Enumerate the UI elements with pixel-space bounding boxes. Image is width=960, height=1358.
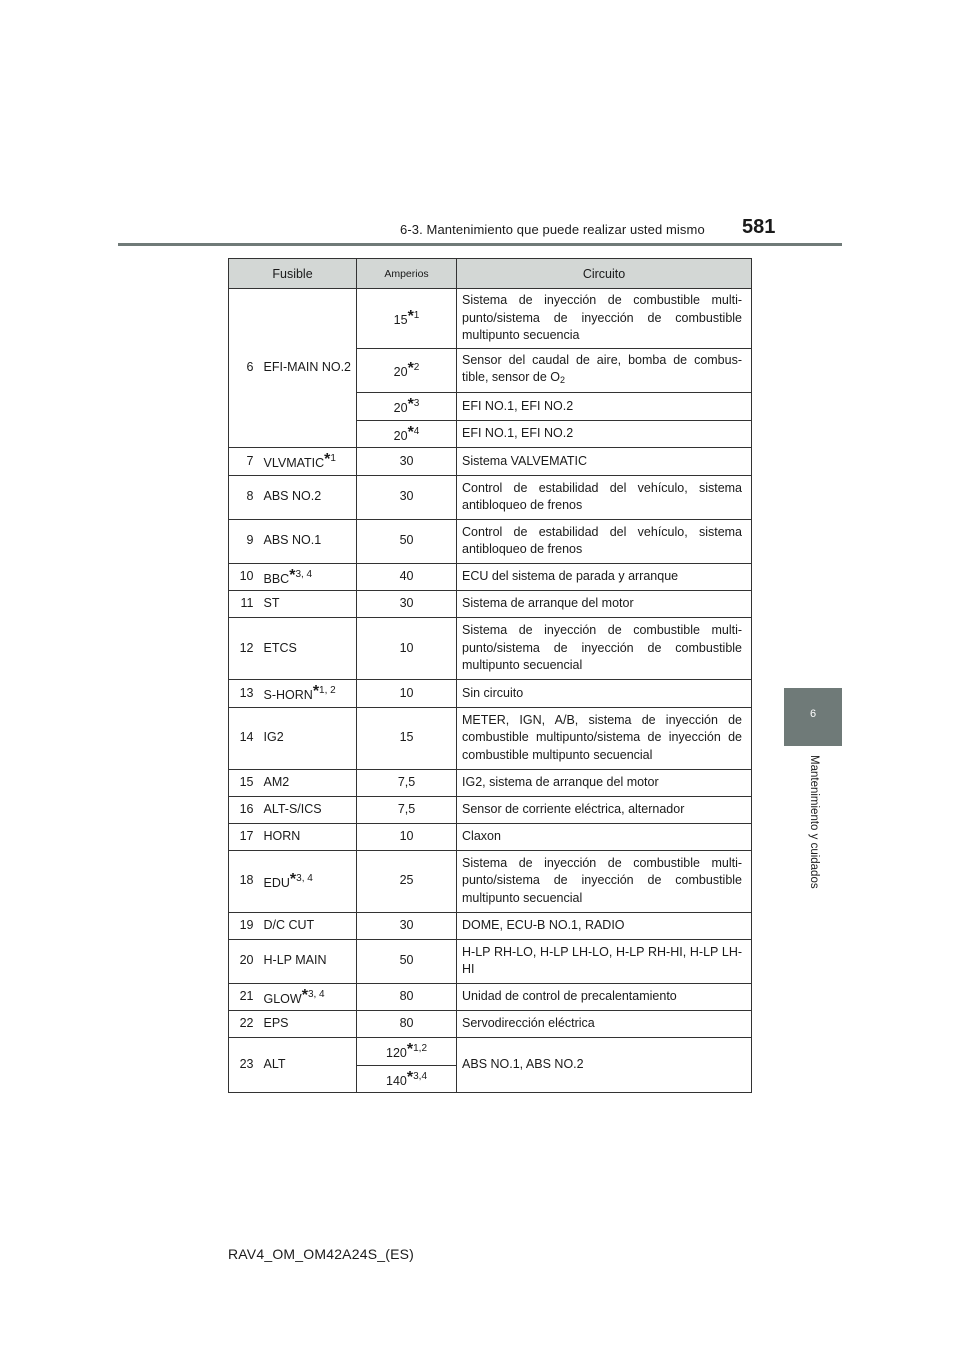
fuse-amps: 50	[357, 519, 457, 563]
footnote-ref: 3	[413, 398, 420, 409]
table-row	[229, 912, 752, 939]
subscript: 2	[559, 375, 565, 385]
footnote-ref: 3, 4	[295, 568, 313, 580]
fuse-circuit: Sistema de arranque del motor	[457, 591, 752, 618]
fuse-circuit: Sistema de inyección de combustible multi-punto/sistema de inyección de combustible multipunto secuencial	[457, 850, 752, 912]
fuse-amps: 50	[357, 939, 457, 983]
fuse-circuit: Claxon	[457, 823, 752, 850]
fuse-name: ABS NO.2	[261, 475, 357, 519]
footnote-star: *	[407, 396, 414, 413]
footnote-ref: 3,4	[413, 1070, 428, 1082]
footnote-ref: 1, 2	[319, 685, 336, 696]
footnote-star: *	[406, 1068, 414, 1086]
fuse-name: AM2	[261, 769, 357, 796]
fuse-number: 17	[229, 823, 261, 850]
fuse-amps: 20*$^2$	[357, 349, 457, 393]
section-header: 6-3. Mantenimiento que puede realizar usted mismo	[400, 222, 705, 237]
fuse-amps: 80	[357, 983, 457, 1011]
footnote-ref: 3, 4	[307, 988, 325, 1000]
fuse-number: 11	[229, 591, 261, 618]
table-row	[229, 850, 752, 912]
footnote-ref: 3, 4	[296, 872, 313, 884]
fuse-name: H-LP MAIN	[261, 939, 357, 983]
fuse-amps: 30	[357, 475, 457, 519]
table-row	[229, 796, 752, 823]
fuse-amps: 25	[357, 850, 457, 912]
footnote-ref: 1	[413, 310, 420, 322]
fuse-circuit: ECU del sistema de parada y arranque	[457, 563, 752, 591]
fuse-amps: 30	[357, 591, 457, 618]
fuse-number: 8	[229, 475, 261, 519]
fuse-circuit: EFI NO.1, EFI NO.2	[457, 420, 752, 448]
fuse-number: 12	[229, 618, 261, 680]
footnote-star: *	[407, 423, 414, 441]
page-number: 581	[742, 216, 776, 238]
fuse-amps: 10	[357, 618, 457, 680]
fuse-amps: 140*$^{3,4}$	[357, 1065, 457, 1093]
fuse-name: D/C CUT	[261, 912, 357, 939]
fuse-amps: 80	[357, 1011, 457, 1038]
table-row	[229, 1038, 752, 1066]
fuse-amps: 20*$^3$	[357, 393, 457, 421]
header-fuse: Fusible	[229, 259, 357, 289]
fuse-circuit: Sistema VALVEMATIC	[457, 448, 752, 476]
table-row	[229, 618, 752, 680]
fuse-amps: 30	[357, 448, 457, 476]
fuse-circuit: Sin circuito	[457, 680, 752, 708]
fuse-name: ABS NO.1	[261, 519, 357, 563]
footnote-ref: 1,2	[413, 1043, 428, 1054]
fuse-amps: 20*$^4$	[357, 420, 457, 448]
fuse-circuit: Control de estabilidad del vehículo, sistema antibloqueo de frenos	[457, 475, 752, 519]
fuse-name: BBC*$^{3, 4}$	[261, 563, 357, 591]
table-row	[229, 939, 752, 983]
footnote-ref: 2	[413, 362, 420, 374]
fuse-number: 10	[229, 563, 261, 591]
fuse-name: EFI-MAIN NO.2	[261, 289, 357, 448]
fuse-circuit: Unidad de control de precalentamiento	[457, 983, 752, 1011]
fuse-circuit: Sensor de corriente eléctrica, alternador	[457, 796, 752, 823]
fuse-number: 16	[229, 796, 261, 823]
table-row	[229, 1011, 752, 1038]
fuse-circuit: Sistema de inyección de combustible multi-punto/sistema de inyección de combustible multipunto secuencial	[457, 618, 752, 680]
fuse-circuit: Sensor del caudal de aire, bomba de combus-tible, sensor de $O_2$	[457, 349, 752, 393]
fuse-name: S-HORN*$^{1, 2}$	[261, 680, 357, 708]
fuse-number: 15	[229, 769, 261, 796]
footnote-star: *	[324, 451, 331, 468]
fuse-number: 18	[229, 850, 261, 912]
fuse-number: 14	[229, 707, 261, 769]
fuse-amps: 15*$^1$	[357, 289, 457, 349]
footnote-ref: 1	[330, 453, 336, 464]
fuse-amps: 40	[357, 563, 457, 591]
fuse-number: 21	[229, 983, 261, 1011]
table-row	[229, 475, 752, 519]
header-rule	[118, 243, 842, 246]
fuse-name: ETCS	[261, 618, 357, 680]
table-row	[229, 591, 752, 618]
footnote-star: *	[289, 870, 297, 888]
fuse-name: VLVMATIC*$^1$	[261, 448, 357, 476]
fuse-number: 7	[229, 448, 261, 476]
header-circuit: Circuito	[457, 259, 752, 289]
document-footer: RAV4_OM_OM42A24S_(ES)	[228, 1246, 415, 1262]
header-amps: Amperios	[357, 259, 457, 289]
fuse-number: 9	[229, 519, 261, 563]
fuse-amps: 10	[357, 680, 457, 708]
fuse-amps: 15	[357, 707, 457, 769]
fuse-table	[228, 258, 752, 1093]
table-row	[229, 289, 752, 349]
fuse-name: IG2	[261, 707, 357, 769]
table-row	[229, 448, 752, 476]
table-row	[229, 707, 752, 769]
fuse-name: ALT-S/ICS	[261, 796, 357, 823]
fuse-number: 22	[229, 1011, 261, 1038]
fuse-circuit: ABS NO.1, ABS NO.2	[457, 1038, 752, 1093]
fuse-circuit: H-LP RH-LO, H-LP LH-LO, H-LP RH-HI, H-LP LH-HI	[457, 939, 752, 983]
fuse-amps: 120*$^{1,2}$	[357, 1038, 457, 1066]
table-row	[229, 769, 752, 796]
table-row	[229, 823, 752, 850]
table-row	[229, 519, 752, 563]
fuse-number: 13	[229, 680, 261, 708]
chapter-label: Mantenimiento y cuidados	[808, 755, 820, 889]
fuse-number: 19	[229, 912, 261, 939]
fuse-amps: 7,5	[357, 769, 457, 796]
fuse-amps: 7,5	[357, 796, 457, 823]
table-row	[229, 983, 752, 1011]
fuse-circuit: EFI NO.1, EFI NO.2	[457, 393, 752, 421]
table-row	[229, 680, 752, 708]
footnote-star: *	[289, 566, 296, 584]
footnote-star: *	[312, 683, 320, 700]
footnote-star: *	[407, 360, 414, 378]
fuse-circuit: Sistema de inyección de combustible multi-punto/sistema de inyección de combustible multipunto secuencia	[457, 289, 752, 349]
fuse-name: EPS	[261, 1011, 357, 1038]
chapter-number: 6	[809, 708, 817, 720]
fuse-name: GLOW*$^{3, 4}$	[261, 983, 357, 1011]
fuse-name: ALT	[261, 1038, 357, 1093]
fuse-number: 23	[229, 1038, 261, 1093]
fuse-circuit: Control de estabilidad del vehículo, sistema antibloqueo de frenos	[457, 519, 752, 563]
fuse-name: ST	[261, 591, 357, 618]
footnote-star: *	[406, 1041, 414, 1058]
fuse-number: 6	[229, 289, 261, 448]
fuse-circuit: METER, IGN, A/B, sistema de inyección de combustible multipunto/sistema de inyección de combustible multipunto secuencial	[457, 707, 752, 769]
fuse-amps: 30	[357, 912, 457, 939]
footnote-star: *	[301, 986, 308, 1004]
fuse-name: HORN	[261, 823, 357, 850]
table-header-row	[229, 259, 752, 289]
fuse-amps: 10	[357, 823, 457, 850]
fuse-circuit: IG2, sistema de arranque del motor	[457, 769, 752, 796]
fuse-circuit: Servodirección eléctrica	[457, 1011, 752, 1038]
footnote-star: *	[407, 308, 414, 326]
fuse-name: EDU*$^{3, 4}$	[261, 850, 357, 912]
table-row	[229, 563, 752, 591]
fuse-circuit: DOME, ECU-B NO.1, RADIO	[457, 912, 752, 939]
fuse-number: 20	[229, 939, 261, 983]
footnote-ref: 4	[413, 425, 420, 437]
